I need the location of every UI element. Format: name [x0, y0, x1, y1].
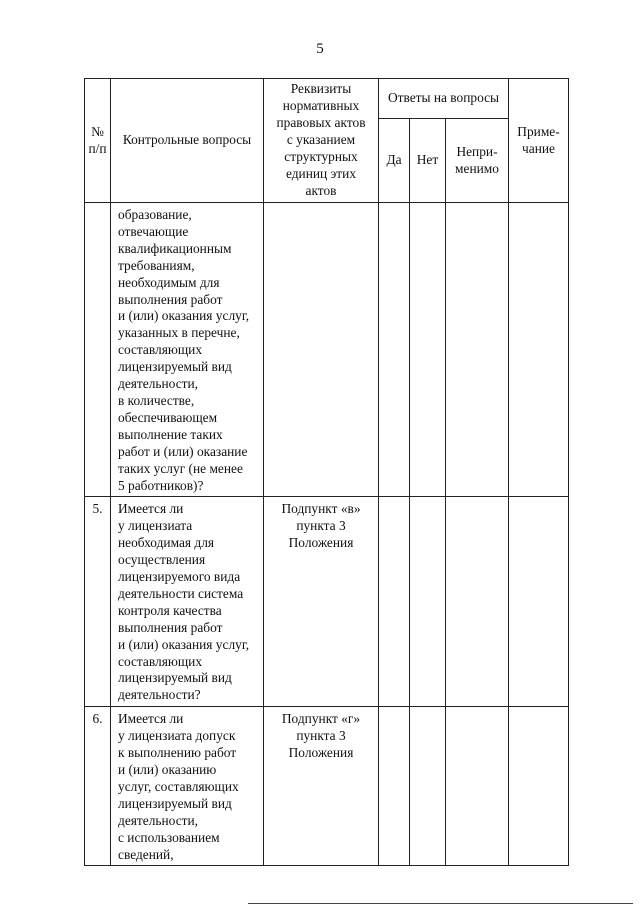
table-row [85, 707, 569, 866]
question-line: необходимым для [118, 274, 220, 290]
header-requisites-line: актов [305, 182, 337, 198]
header-note-line: Приме- [517, 123, 560, 139]
row-number: 6. [85, 707, 111, 866]
page-number: 5 [316, 41, 324, 57]
question-line: выполнения работ [118, 619, 223, 635]
question-line: выполнения работ [118, 291, 223, 307]
question-line: лицензируемый вид [118, 670, 232, 686]
question-line: сведений, [118, 846, 174, 862]
row-requisites [264, 203, 379, 497]
header-note-line: чание [522, 140, 555, 156]
answer-yes-cell [379, 707, 410, 866]
question-line: составляющих [118, 342, 203, 358]
table-row [85, 497, 569, 707]
answer-na-cell [446, 707, 509, 866]
question-line: требованиям, [118, 257, 195, 273]
question-line: деятельности система [118, 585, 244, 601]
question-line: деятельности, [118, 812, 199, 828]
requisite-line: пункта 3 [296, 518, 346, 534]
question-line: лицензируемый вид [118, 795, 232, 811]
row-number: 5. [85, 497, 111, 707]
header-requisites-line: структурных [284, 148, 358, 164]
question-line: в количестве, [118, 392, 195, 408]
answer-no-cell [410, 707, 446, 866]
question-line: необходимая для [118, 535, 215, 551]
question-line: деятельности, [118, 376, 199, 392]
question-line: к выполнению работ [118, 745, 237, 761]
question-line: указанных в перечне, [118, 325, 240, 341]
header-requisites-line: Реквизиты [290, 81, 352, 97]
row-requisites [264, 707, 379, 866]
header-answers: Ответы на вопросы [379, 79, 509, 119]
header-requisites-line: единиц этих [285, 165, 357, 181]
requisite-line: Подпункт «в» [281, 501, 361, 517]
question-line: таких услуг (не менее [118, 460, 243, 476]
answer-yes-cell [379, 203, 410, 497]
question-line: деятельности? [118, 687, 201, 703]
row-question [111, 203, 264, 497]
answer-na-cell [446, 203, 509, 497]
question-line: с использованием [118, 829, 220, 845]
header-note [509, 79, 569, 203]
table-row [85, 203, 569, 497]
question-line: у лицензиата [118, 518, 193, 534]
header-na-line: Непри- [456, 143, 498, 159]
header-questions: Контрольные вопросы [111, 79, 264, 203]
header-requisites [264, 79, 379, 203]
question-line: отвечающие [118, 223, 189, 239]
header-requisites-line: с указанием [286, 132, 356, 148]
question-line: Имеется ли [118, 711, 184, 727]
question-line: услуг, составляющих [118, 778, 239, 794]
answer-no-cell [410, 203, 446, 497]
question-line: составляющих [118, 653, 203, 669]
question-line: и (или) оказания услуг, [118, 636, 250, 652]
header-requisites-line: нормативных [282, 98, 360, 114]
question-line: квалификационным [118, 240, 232, 256]
row-number [85, 203, 111, 497]
header-not-applicable [446, 119, 509, 203]
requisite-line: пункта 3 [296, 728, 346, 744]
answer-yes-cell [379, 497, 410, 707]
header-number-line: № [91, 123, 104, 139]
question-line: работ и (или) оказание [118, 443, 248, 459]
header-number [85, 79, 111, 203]
bottom-divider [248, 903, 633, 904]
checklist-table [84, 78, 569, 866]
row-question [111, 497, 264, 707]
header-no: Нет [410, 119, 446, 203]
note-cell [509, 203, 569, 497]
question-line: Имеется ли [118, 501, 184, 517]
header-yes: Да [379, 119, 410, 203]
question-line: лицензируемый вид [118, 359, 232, 375]
note-cell [509, 497, 569, 707]
answer-no-cell [410, 497, 446, 707]
question-line: выполнение таких [118, 426, 223, 442]
question-line: и (или) оказанию [118, 762, 217, 777]
requisite-line: Положения [288, 535, 354, 551]
row-question [111, 707, 264, 866]
question-line: контроля качества [118, 602, 222, 618]
question-line: лицензируемого вида [118, 569, 241, 585]
header-na-line: менимо [455, 160, 499, 176]
question-line: образование, [118, 207, 192, 222]
header-requisites-line: правовых актов [276, 115, 366, 131]
question-line: и (или) оказания услуг, [118, 308, 250, 324]
row-requisites [264, 497, 379, 707]
requisite-line: Положения [288, 745, 354, 761]
requisite-line: Подпункт «г» [281, 711, 361, 727]
question-line: обеспечивающем [118, 409, 218, 425]
header-number-line: п/п [88, 140, 107, 156]
question-line: у лицензиата допуск [118, 728, 236, 744]
answer-na-cell [446, 497, 509, 707]
question-line: осуществления [118, 552, 206, 568]
note-cell [509, 707, 569, 866]
question-line: 5 работников)? [118, 477, 204, 493]
